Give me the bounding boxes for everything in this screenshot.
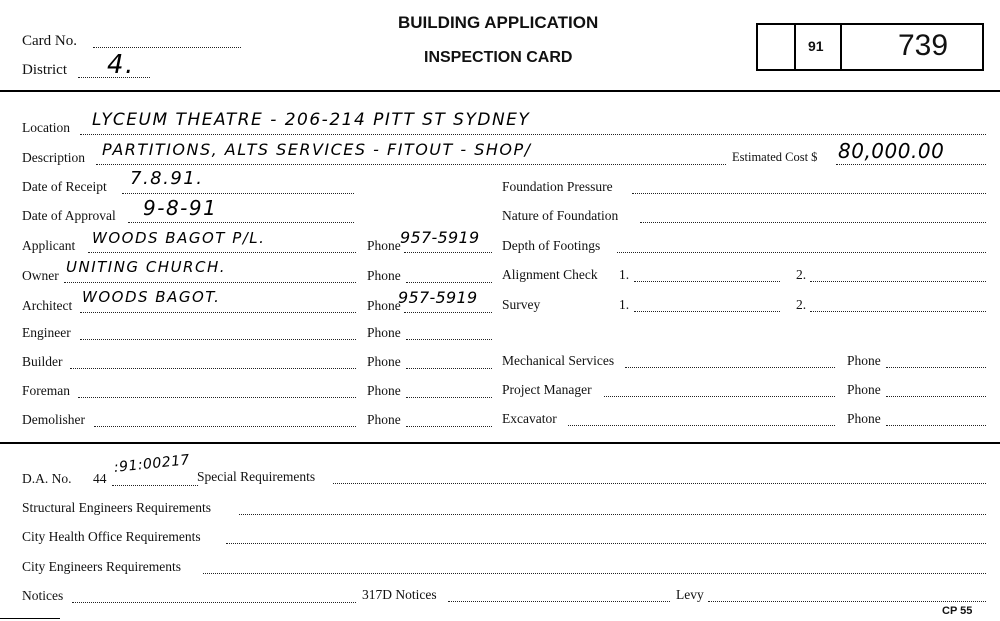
receipt-dotted-line [122, 193, 354, 194]
card-no-label: Card No. [22, 33, 77, 49]
title-line-1: BUILDING APPLICATION [398, 13, 599, 32]
owner-dotted-line [64, 282, 356, 283]
number-prefix: 91 [808, 38, 824, 54]
location-value[interactable]: LYCEUM THEATRE - 206-214 PITT ST SYDNEY [92, 110, 531, 130]
survey-two-label: 2. [796, 297, 807, 312]
notices-317d-dotted-line[interactable] [448, 601, 670, 602]
foundation-pressure-label: Foundation Pressure [502, 179, 613, 194]
alignment-two-dotted-line[interactable] [810, 281, 986, 282]
receipt-label: Date of Receipt [22, 179, 107, 194]
project-manager-label: Project Manager [502, 382, 592, 397]
survey-two-dotted-line[interactable] [810, 311, 986, 312]
location-dotted-line [80, 134, 986, 135]
architect-value[interactable]: WOODS BAGOT. [82, 288, 221, 306]
engineer-phone-label: Phone [367, 325, 401, 340]
structural-label: Structural Engineers Requirements [22, 500, 211, 515]
excavator-phone-label: Phone [847, 411, 881, 426]
builder-dotted-line[interactable] [70, 368, 356, 369]
levy-dotted-line[interactable] [708, 601, 986, 602]
estimated-cost-value[interactable]: 80,000.00 [838, 139, 945, 163]
description-value[interactable]: PARTITIONS, ALTS SERVICES - FITOUT - SHOP/ [102, 140, 532, 159]
approval-label: Date of Approval [22, 208, 116, 223]
owner-value[interactable]: UNITING CHURCH. [66, 258, 226, 276]
architect-phone-label: Phone [367, 298, 401, 313]
foreman-label: Foreman [22, 383, 70, 398]
excavator-phone-dotted-line[interactable] [886, 425, 986, 426]
project-manager-phone-dotted-line[interactable] [886, 396, 986, 397]
number-main: 739 [898, 29, 949, 62]
header-divider [0, 90, 1000, 92]
description-label: Description [22, 150, 85, 165]
da-no-prefix: 44 [93, 471, 107, 486]
city-engineers-dotted-line[interactable] [203, 573, 986, 574]
da-no-label: D.A. No. [22, 471, 72, 486]
notices-label: Notices [22, 588, 64, 603]
form-code: CP 55 [942, 605, 973, 617]
depth-footings-dotted-line[interactable] [617, 252, 986, 253]
da-no-dotted-line [112, 485, 198, 486]
mechanical-dotted-line[interactable] [625, 367, 835, 368]
project-manager-dotted-line[interactable] [604, 396, 835, 397]
applicant-value[interactable]: WOODS BAGOT P/L. [92, 229, 266, 247]
structural-dotted-line[interactable] [239, 514, 986, 515]
approval-dotted-line [128, 222, 354, 223]
demolisher-dotted-line[interactable] [94, 426, 356, 427]
district-label: District [22, 62, 67, 78]
nature-foundation-dotted-line[interactable] [640, 222, 986, 223]
applicant-label: Applicant [22, 238, 76, 253]
levy-label: Levy [676, 587, 704, 602]
city-engineers-label: City Engineers Requirements [22, 559, 181, 574]
excavator-label: Excavator [502, 411, 557, 426]
project-manager-phone-label: Phone [847, 382, 881, 397]
card-no-dotted-line[interactable] [93, 47, 241, 48]
foreman-dotted-line[interactable] [78, 397, 356, 398]
special-requirements-label: Special Requirements [197, 469, 316, 484]
title-line-2: INSPECTION CARD [424, 49, 573, 66]
survey-label: Survey [502, 297, 541, 312]
receipt-value[interactable]: 7.8.91. [130, 168, 204, 189]
location-label: Location [22, 120, 70, 135]
nature-foundation-label: Nature of Foundation [502, 208, 619, 223]
alignment-two-label: 2. [796, 267, 807, 282]
health-label: City Health Office Requirements [22, 529, 201, 544]
application-number-box [756, 23, 984, 71]
builder-phone-label: Phone [367, 354, 401, 369]
special-requirements-dotted-line[interactable] [333, 483, 986, 484]
notices-dotted-line[interactable] [72, 602, 356, 603]
health-dotted-line[interactable] [226, 543, 986, 544]
engineer-dotted-line[interactable] [80, 339, 356, 340]
applicant-phone-dotted-line [404, 252, 492, 253]
architect-label: Architect [22, 298, 73, 313]
mechanical-phone-label: Phone [847, 353, 881, 368]
builder-phone-dotted-line[interactable] [406, 368, 492, 369]
survey-one-dotted-line[interactable] [634, 311, 780, 312]
estimated-cost-label: Estimated Cost $ [732, 150, 818, 164]
engineer-phone-dotted-line[interactable] [406, 339, 492, 340]
applicant-phone-value[interactable]: 957-5919 [400, 228, 480, 247]
district-value[interactable]: 4. [107, 50, 135, 80]
depth-footings-label: Depth of Footings [502, 238, 601, 253]
engineer-label: Engineer [22, 325, 71, 340]
demolisher-label: Demolisher [22, 412, 85, 427]
da-no-value[interactable]: :91:00217 [113, 452, 191, 476]
architect-phone-dotted-line [404, 312, 492, 313]
survey-one-label: 1. [619, 297, 630, 312]
alignment-one-dotted-line[interactable] [634, 281, 780, 282]
bottom-edge-mark [0, 618, 60, 619]
alignment-check-label: Alignment Check [502, 267, 598, 282]
fields-divider [0, 442, 1000, 444]
architect-phone-value[interactable]: 957-5919 [398, 288, 478, 307]
owner-phone-dotted-line[interactable] [406, 282, 492, 283]
demolisher-phone-label: Phone [367, 412, 401, 427]
notices-317d-label: 317D Notices [362, 587, 437, 602]
applicant-dotted-line [88, 252, 356, 253]
mechanical-phone-dotted-line[interactable] [886, 367, 986, 368]
owner-phone-label: Phone [367, 268, 401, 283]
approval-value[interactable]: 9-8-91 [143, 196, 218, 220]
demolisher-phone-dotted-line[interactable] [406, 426, 492, 427]
description-dotted-line [96, 164, 726, 165]
estimated-cost-dotted-line [836, 164, 986, 165]
architect-dotted-line [80, 312, 356, 313]
applicant-phone-label: Phone [367, 238, 401, 253]
mechanical-label: Mechanical Services [502, 353, 615, 368]
foreman-phone-label: Phone [367, 383, 401, 398]
excavator-dotted-line[interactable] [568, 425, 835, 426]
builder-label: Builder [22, 354, 63, 369]
owner-label: Owner [22, 268, 59, 283]
foreman-phone-dotted-line[interactable] [406, 397, 492, 398]
foundation-pressure-dotted-line[interactable] [632, 193, 986, 194]
alignment-one-label: 1. [619, 267, 630, 282]
